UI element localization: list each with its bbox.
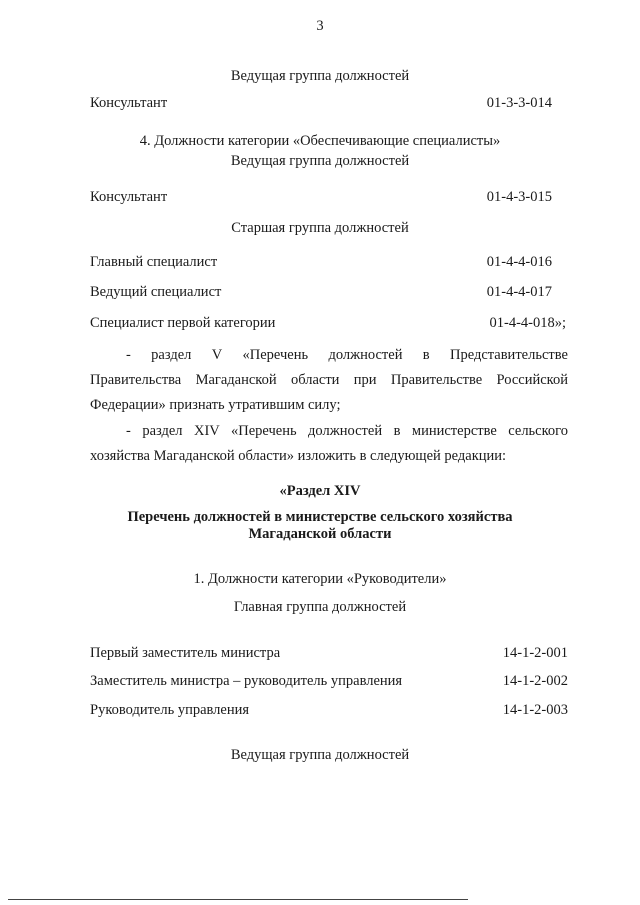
word: должностей [328,347,403,363]
position-code: 14-1-2-003 [502,702,568,718]
position-title: Первый заместитель министра [90,645,281,661]
category-heading-leaders: 1. Должности категории «Руководители» [193,571,447,587]
position-code: 14-1-2-002 [502,673,568,689]
section-title: «Раздел XIV [279,483,361,499]
paragraph-line: хозяйства Магаданской области» изложить в следующей редакции: [90,448,507,464]
word: V [211,347,223,363]
word: раздел [151,347,192,363]
list-dash: - [126,347,131,363]
position-title: Специалист первой категории [90,315,276,331]
group-heading-main: Главная группа должностей [233,599,407,615]
paragraph-line: Федерации» признать утратившим силу; [90,397,341,413]
paragraph-line: Правительства Магаданской области при Правительстве Российской [90,372,568,388]
position-code: 01-4-4-018»; [489,315,566,331]
page-number: 3 [316,18,324,34]
word: «Перечень [242,347,309,363]
page-bottom-rule [8,899,468,900]
position-code: 01-3-3-014 [486,95,552,111]
section-subtitle: Перечень должностей в министерстве сельского хозяйства [127,509,513,525]
section-subtitle: Магаданской области [248,526,392,542]
position-title: Главный специалист [90,254,218,270]
group-heading-lead-3: Ведущая группа должностей [230,747,410,763]
position-code: 01-4-4-017 [486,284,552,300]
word: в [422,347,430,363]
position-code: 01-4-4-016 [486,254,552,270]
paragraph-line: - раздел XIV «Перечень должностей в министерстве сельского [126,423,568,439]
position-title: Консультант [90,95,168,111]
position-title: Руководитель управления [90,702,250,718]
position-title: Ведущий специалист [90,284,222,300]
position-title: Консультант [90,189,168,205]
group-heading-lead-2: Ведущая группа должностей [230,153,410,169]
position-code: 01-4-3-015 [486,189,552,205]
position-title: Заместитель министра – руководитель управления [90,673,403,689]
paragraph-line [126,345,568,365]
group-heading-lead-1: Ведущая группа должностей [230,68,410,84]
position-code: 14-1-2-001 [502,645,568,661]
group-heading-senior: Старшая группа должностей [231,220,409,236]
category-heading-support: 4. Должности категории «Обеспечивающие специалисты» [139,133,501,149]
word: Представительстве [449,347,568,363]
